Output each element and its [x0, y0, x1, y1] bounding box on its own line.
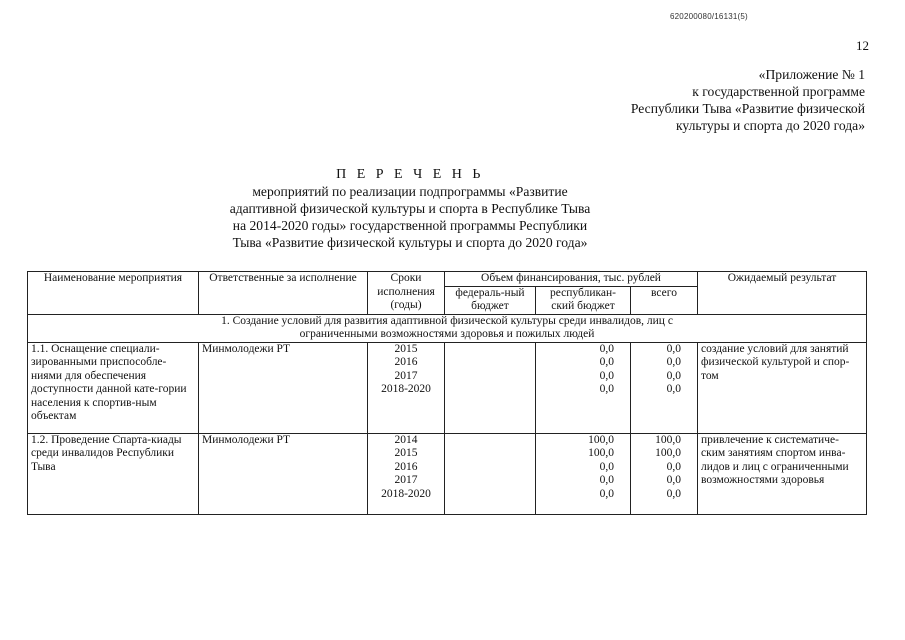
year-value: 2016: [394, 356, 418, 368]
row-total: [631, 433, 698, 514]
page-number: 12: [856, 38, 869, 53]
republic-value: 0,0: [599, 369, 614, 382]
table-row: [28, 342, 867, 433]
header-financing: Объем финансирования, тыс. рублей: [445, 272, 698, 287]
document-id: 620200080/16131(5): [670, 12, 748, 21]
row-responsible: Минмолодежи РТ: [199, 342, 368, 433]
row-result: привлечение к систематиче-ским занятиям спортом инва-лидов и лиц с ограниченными возможностями здоровья: [698, 433, 867, 514]
section-text: 1. Создание условий для развития адаптивной физической культуры среди инвалидов, лиц с ограниченными возможностями здоровья и пожилых людей: [221, 314, 673, 340]
section-heading: [28, 314, 867, 342]
title-line: мероприятий по реализации подпрограммы «Развитие: [252, 184, 568, 199]
document-title: [200, 166, 620, 251]
total-value: 100,0: [655, 433, 681, 446]
republic-value: 0,0: [599, 342, 614, 355]
year-value: 2018-2020: [381, 383, 431, 395]
appendix-line: Республики Тыва «Развитие физической: [630, 101, 865, 116]
year-value: 2016: [394, 460, 418, 473]
total-value: 0,0: [666, 369, 681, 382]
activities-table: [27, 271, 867, 515]
year-value: 2015: [394, 447, 418, 459]
year-value: 2017: [394, 474, 418, 486]
republic-value: 0,0: [599, 460, 614, 473]
republic-value: 0,0: [599, 383, 614, 395]
year-value: 2018-2020: [381, 487, 431, 500]
republic-value: 0,0: [599, 487, 614, 500]
appendix-note: [631, 66, 865, 134]
year-value: 2014: [394, 433, 418, 446]
year-value: 2015: [394, 342, 418, 355]
appendix-line: «Приложение № 1: [758, 67, 865, 82]
title-line: адаптивной физической культуры и спорта в Республике Тыва: [229, 201, 591, 216]
appendix-line: культуры и спорта до 2020 года»: [676, 118, 865, 133]
total-value: 0,0: [666, 342, 681, 355]
header-republic: республикан-ский бюджет: [536, 286, 631, 314]
total-value: 0,0: [666, 474, 681, 486]
title-line: Тыва «Развитие физической культуры и спорта до 2020 года»: [232, 235, 588, 250]
table-row: [28, 433, 867, 514]
republic-value: 100,0: [588, 433, 614, 446]
total-value: 100,0: [655, 447, 681, 459]
row-result: создание условий для занятий физической культурой и спор-том: [698, 342, 867, 433]
republic-value: 0,0: [599, 356, 614, 368]
republic-value: 0,0: [599, 474, 614, 486]
total-value: 0,0: [666, 356, 681, 368]
appendix-line: к государственной программе: [692, 84, 865, 99]
header-years: Сроки исполнения (годы): [368, 272, 445, 315]
row-federal: [445, 433, 536, 514]
row-years: [368, 433, 445, 514]
header-name: Наименование мероприятия: [28, 272, 199, 315]
total-value: 0,0: [666, 487, 681, 500]
row-federal: [445, 342, 536, 433]
row-name: 1.2. Проведение Спарта-киады среди инвалидов Республики Тыва: [28, 433, 199, 514]
row-total: [631, 342, 698, 433]
header-result: Ожидаемый результат: [698, 272, 867, 315]
republic-value: 100,0: [588, 447, 614, 459]
year-value: 2017: [394, 369, 418, 382]
row-republic: [536, 342, 631, 433]
row-responsible: Минмолодежи РТ: [199, 433, 368, 514]
row-name: 1.1. Оснащение специали-зированными приспособле-ниями для обеспечения доступности данной кате-гории населения к спортив-ным объектам: [28, 342, 199, 433]
header-federal: федераль-ный бюджет: [445, 286, 536, 314]
header-responsible: Ответственные за исполнение: [199, 272, 368, 315]
total-value: 0,0: [666, 460, 681, 473]
row-years: [368, 342, 445, 433]
total-value: 0,0: [666, 383, 681, 395]
row-republic: [536, 433, 631, 514]
title-line: на 2014-2020 годы» государственной программы Республики: [232, 218, 588, 233]
header-total: всего: [631, 286, 698, 314]
title-heading: П Е Р Е Ч Е Н Ь: [336, 167, 484, 182]
